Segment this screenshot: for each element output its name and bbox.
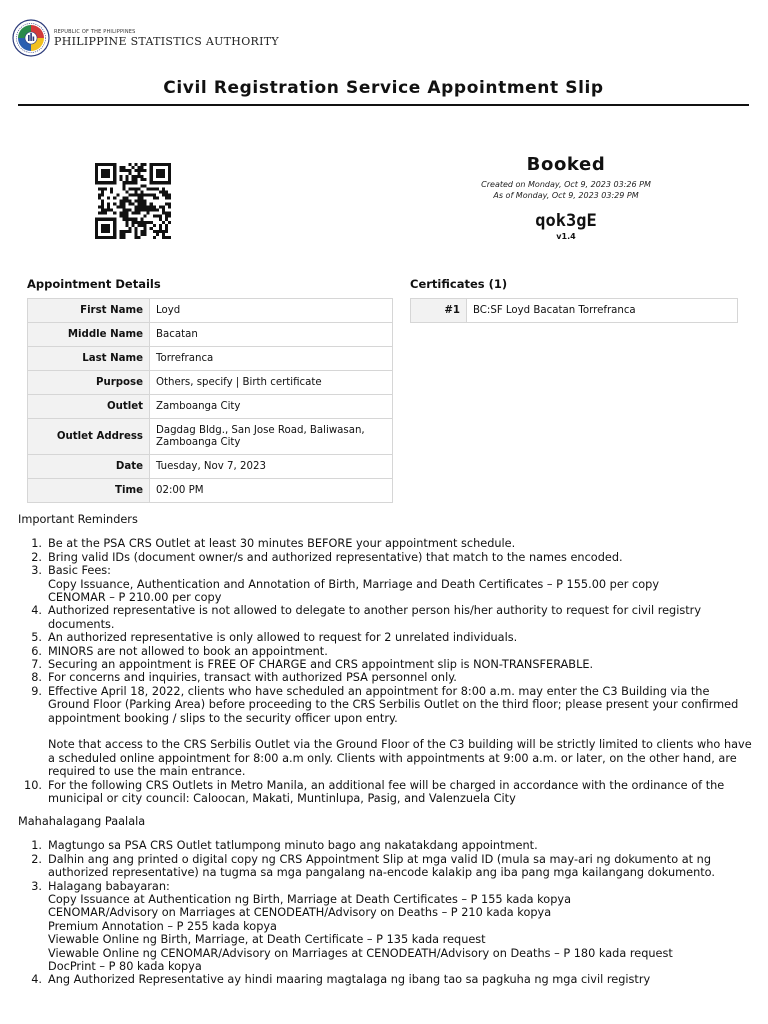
item-number: 2. <box>31 852 42 866</box>
item-number: 4. <box>31 604 42 618</box>
row-label: Outlet <box>28 395 150 419</box>
fee-line: CENOMAR – P 210.00 per copy <box>48 591 222 605</box>
item-number: 9. <box>31 684 42 698</box>
details-heading: Appointment Details <box>27 277 161 291</box>
row-value: Zamboanga City <box>150 395 393 419</box>
certificate-number: #1 <box>411 299 467 323</box>
row-label: Time <box>28 479 150 503</box>
item-number: 7. <box>31 658 42 672</box>
psa-seal-icon <box>12 19 50 57</box>
row-value: Torrefranca <box>150 347 393 371</box>
item-text: Basic Fees: <box>48 564 111 578</box>
fee-line: Copy Issuance at Authentication ng Birth, Marriage at Death Certificates – P 155 kada kopya <box>48 893 571 907</box>
item-text: For concerns and inquiries, transact with authorized PSA personnel only. <box>48 671 457 685</box>
paalala-heading: Mahahalagang Paalala <box>18 815 146 828</box>
table-row <box>28 395 393 419</box>
table-row <box>28 299 393 323</box>
table-row <box>411 299 738 323</box>
title-divider <box>18 104 749 106</box>
item-note: Note that access to the CRS Serbilis Outlet via the Ground Floor of the C3 building will be strictly limited to clients who have a scheduled online appointment for 8:00 a.m only. Clients with appointments at 9:00 a.m. or later, on the other hand, are required to use the main entrance. <box>48 738 752 779</box>
table-row <box>28 479 393 503</box>
fee-line: Viewable Online ng Birth, Marriage, at Death Certificate – P 135 kada request <box>48 933 486 947</box>
agency-name <box>54 30 279 47</box>
list-item <box>18 973 753 986</box>
list-item <box>18 631 753 644</box>
list-item <box>18 671 753 684</box>
fee-line: CENOMAR/Advisory on Marriages at CENODEATH/Advisory on Deaths – P 210 kada kopya <box>48 906 552 920</box>
row-label: Last Name <box>28 347 150 371</box>
version-label: v1.4 <box>556 232 576 241</box>
list-item <box>18 853 753 880</box>
item-number: 10. <box>24 778 42 792</box>
item-number: 6. <box>31 644 42 658</box>
table-row <box>28 323 393 347</box>
agency-title: PHILIPPINE STATISTICS AUTHORITY <box>54 34 279 48</box>
paalala-list <box>18 839 753 986</box>
item-text: Authorized representative is not allowed to delegate to another person his/her authority to request for civil registry documents. <box>48 604 702 631</box>
list-item <box>18 645 753 658</box>
list-item <box>18 658 753 671</box>
list-item <box>18 537 753 550</box>
agency-header <box>12 14 279 62</box>
reference-code: qok3gE <box>535 211 597 231</box>
list-item <box>18 839 753 852</box>
status-label: Booked <box>526 154 606 175</box>
item-text: Bring valid IDs (document owner/s and authorized representative) that match to the names encoded. <box>48 550 623 564</box>
fee-line: DocPrint – P 80 kada kopya <box>48 960 202 974</box>
item-number: 8. <box>31 671 42 685</box>
appointment-details-table <box>27 298 393 503</box>
certificate-value: BC:SF Loyd Bacatan Torrefranca <box>467 299 738 323</box>
item-text: An authorized representative is only allowed to request for 2 unrelated individuals. <box>48 631 518 645</box>
row-label: First Name <box>28 299 150 323</box>
appointment-status <box>400 154 732 241</box>
item-text: Effective April 18, 2022, clients who have scheduled an appointment for 8:00 a.m. may enter the C3 Building via the Ground Floor (Parking Area) before proceeding to the CRS Serbilis Outlet on the third floor; please present your confirmed appointment booking / slips to the security officer upon entry. <box>48 684 739 725</box>
table-row <box>28 419 393 455</box>
row-value: Loyd <box>150 299 393 323</box>
item-number: 4. <box>31 973 42 987</box>
reminders-list <box>18 537 753 805</box>
row-label: Purpose <box>28 371 150 395</box>
fee-line: Viewable Online ng CENOMAR/Advisory on Marriages at CENODEATH/Advisory on Deaths – P 180 kada request <box>48 946 673 960</box>
mahahalagang-paalala <box>18 815 753 987</box>
item-number: 3. <box>31 879 42 893</box>
table-row <box>28 371 393 395</box>
reminders-heading: Important Reminders <box>18 513 138 526</box>
list-item <box>18 564 753 604</box>
item-number: 1. <box>31 537 42 551</box>
qr-code-icon <box>95 163 171 239</box>
row-label: Outlet Address <box>28 419 150 455</box>
item-number: 3. <box>31 564 42 578</box>
item-text: Dalhin ang ang printed o digital copy ng CRS Appointment Slip at mga valid ID (mula sa may-ari ng dokumento at ng authorized representative) na tugma sa mga pangalang na-encode kalakip ang iba pang mga kailangang dokumento. <box>48 852 715 880</box>
list-item <box>18 779 753 806</box>
list-item <box>18 685 753 779</box>
item-text: Securing an appointment is FREE OF CHARGE and CRS appointment slip is NON-TRANSFERABLE. <box>48 658 594 672</box>
table-row <box>28 455 393 479</box>
item-text: Magtungo sa PSA CRS Outlet tatlumpong minuto bago ang nakatakdang appointment. <box>48 839 538 853</box>
row-value: 02:00 PM <box>150 479 393 503</box>
important-reminders <box>18 513 753 806</box>
as-of-timestamp: As of Monday, Oct 9, 2023 03:29 PM <box>493 191 639 200</box>
row-label: Date <box>28 455 150 479</box>
row-value: Dagdag Bldg., San Jose Road, Baliwasan, Zamboanga City <box>150 419 393 455</box>
created-timestamp: Created on Monday, Oct 9, 2023 03:26 PM <box>481 180 651 189</box>
fee-line: Premium Annotation – P 255 kada kopya <box>48 919 277 933</box>
certificates-heading: Certificates (1) <box>410 277 508 291</box>
list-item <box>18 604 753 631</box>
item-text: For the following CRS Outlets in Metro Manila, an additional fee will be charged in accordance with the ordinance of the municipal or city council: Caloocan, Makati, Muntinlupa, Pasig, and Valenzuela City <box>48 778 725 806</box>
row-label: Middle Name <box>28 323 150 347</box>
row-value: Tuesday, Nov 7, 2023 <box>150 455 393 479</box>
row-value: Bacatan <box>150 323 393 347</box>
item-text: Be at the PSA CRS Outlet at least 30 minutes BEFORE your appointment schedule. <box>48 537 516 551</box>
item-text: Halagang babayaran: <box>48 879 170 893</box>
page-title: Civil Registration Service Appointment Slip <box>163 78 604 98</box>
fee-line: Copy Issuance, Authentication and Annotation of Birth, Marriage and Death Certificates – P 155.00 per copy <box>48 577 660 591</box>
item-text: MINORS are not allowed to book an appointment. <box>48 644 328 658</box>
list-item <box>18 880 753 974</box>
list-item <box>18 551 753 564</box>
table-row <box>28 347 393 371</box>
item-number: 5. <box>31 631 42 645</box>
item-number: 1. <box>31 839 42 853</box>
certificates-table <box>410 298 738 323</box>
item-text: Ang Authorized Representative ay hindi maaring magtalaga ng ibang tao sa pagkuha ng mga civil registry <box>48 973 651 987</box>
agency-country: REPUBLIC OF THE PHILIPPINES <box>54 28 136 35</box>
row-value: Others, specify | Birth certificate <box>150 371 393 395</box>
item-number: 2. <box>31 550 42 564</box>
